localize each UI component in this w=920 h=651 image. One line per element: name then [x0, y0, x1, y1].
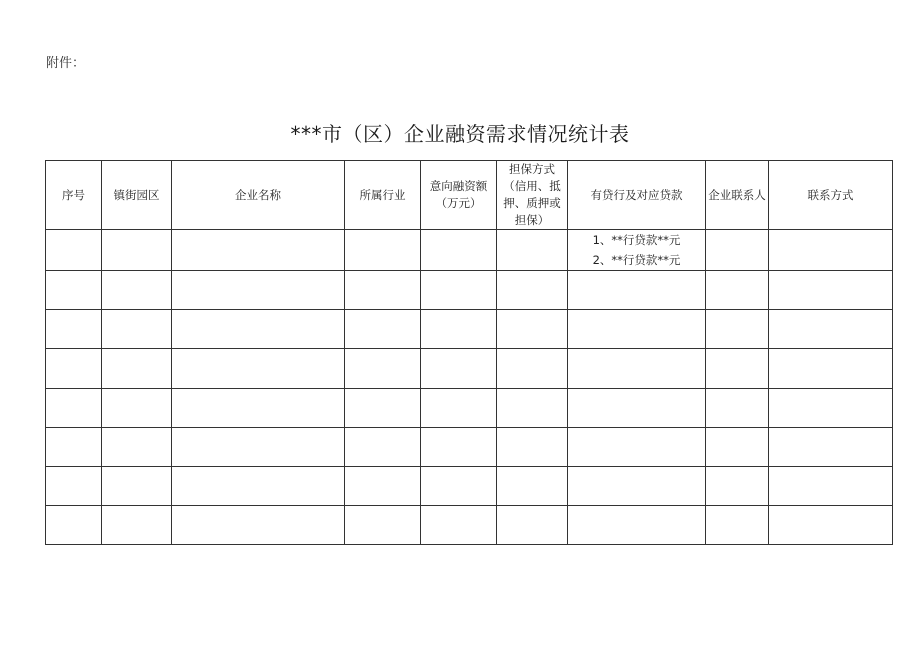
header-contact: 企业联系人 — [706, 161, 769, 230]
cell-guarantee[interactable] — [497, 466, 568, 505]
cell-industry[interactable] — [345, 230, 421, 271]
cell-seq[interactable] — [46, 271, 102, 310]
cell-industry[interactable] — [345, 271, 421, 310]
cell-town[interactable] — [102, 388, 172, 427]
cell-guarantee[interactable] — [497, 271, 568, 310]
cell-seq[interactable] — [46, 427, 102, 466]
cell-phone[interactable] — [769, 230, 893, 271]
cell-contact[interactable] — [706, 388, 769, 427]
cell-seq[interactable] — [46, 505, 102, 544]
cell-seq[interactable] — [46, 310, 102, 349]
cell-guarantee[interactable] — [497, 388, 568, 427]
header-company: 企业名称 — [172, 161, 345, 230]
cell-town[interactable] — [102, 466, 172, 505]
header-town: 镇街园区 — [102, 161, 172, 230]
cell-contact[interactable] — [706, 349, 769, 388]
cell-amount[interactable] — [421, 310, 497, 349]
cell-contact[interactable] — [706, 310, 769, 349]
cell-guarantee[interactable] — [497, 349, 568, 388]
cell-phone[interactable] — [769, 427, 893, 466]
cell-loans[interactable] — [568, 310, 706, 349]
cell-town[interactable] — [102, 349, 172, 388]
loan-entry-1: 1、**行贷款**元 — [592, 233, 681, 248]
cell-loans[interactable] — [568, 271, 706, 310]
cell-town[interactable] — [102, 310, 172, 349]
cell-contact[interactable] — [706, 505, 769, 544]
cell-industry[interactable] — [345, 388, 421, 427]
cell-phone[interactable] — [769, 505, 893, 544]
table-row — [46, 349, 893, 388]
cell-contact[interactable] — [706, 271, 769, 310]
cell-seq[interactable] — [46, 388, 102, 427]
cell-amount[interactable] — [421, 466, 497, 505]
table-row — [46, 466, 893, 505]
header-loans: 有贷行及对应贷款 — [568, 161, 706, 230]
cell-guarantee[interactable] — [497, 230, 568, 271]
cell-guarantee[interactable] — [497, 427, 568, 466]
cell-loans[interactable] — [568, 505, 706, 544]
cell-amount[interactable] — [421, 271, 497, 310]
header-phone: 联系方式 — [769, 161, 893, 230]
table-row — [46, 271, 893, 310]
cell-contact[interactable] — [706, 427, 769, 466]
cell-amount[interactable] — [421, 505, 497, 544]
cell-loans[interactable] — [568, 349, 706, 388]
cell-loans[interactable] — [568, 466, 706, 505]
cell-phone[interactable] — [769, 466, 893, 505]
loan-entry-2: 2、**行贷款**元 — [592, 253, 681, 268]
page-title: ***市（区）企业融资需求情况统计表 — [290, 122, 630, 146]
table-header-row — [46, 161, 893, 230]
cell-company[interactable] — [172, 505, 345, 544]
cell-phone[interactable] — [769, 388, 893, 427]
table-row — [46, 505, 893, 544]
table-row — [46, 388, 893, 427]
attachment-label: 附件： — [46, 56, 86, 71]
cell-company[interactable] — [172, 388, 345, 427]
table-row — [46, 230, 893, 271]
header-seq: 序号 — [46, 161, 102, 230]
cell-amount[interactable] — [421, 349, 497, 388]
cell-guarantee[interactable] — [497, 310, 568, 349]
cell-contact[interactable] — [706, 230, 769, 271]
cell-phone[interactable] — [769, 310, 893, 349]
cell-amount[interactable] — [421, 427, 497, 466]
cell-industry[interactable] — [345, 427, 421, 466]
cell-seq[interactable] — [46, 466, 102, 505]
cell-industry[interactable] — [345, 505, 421, 544]
cell-phone[interactable] — [769, 271, 893, 310]
cell-amount[interactable] — [421, 230, 497, 271]
cell-company[interactable] — [172, 349, 345, 388]
cell-company[interactable] — [172, 310, 345, 349]
cell-company[interactable] — [172, 466, 345, 505]
cell-phone[interactable] — [769, 349, 893, 388]
cell-industry[interactable] — [345, 349, 421, 388]
table-row — [46, 427, 893, 466]
cell-company[interactable] — [172, 230, 345, 271]
cell-company[interactable] — [172, 271, 345, 310]
cell-contact[interactable] — [706, 466, 769, 505]
cell-loans[interactable] — [568, 230, 706, 271]
header-guarantee: 担保方式（信用、抵押、质押或担保） — [497, 161, 568, 230]
cell-seq[interactable] — [46, 230, 102, 271]
cell-amount[interactable] — [421, 388, 497, 427]
cell-industry[interactable] — [345, 310, 421, 349]
cell-town[interactable] — [102, 505, 172, 544]
table-row — [46, 310, 893, 349]
cell-guarantee[interactable] — [497, 505, 568, 544]
cell-town[interactable] — [102, 230, 172, 271]
header-industry: 所属行业 — [345, 161, 421, 230]
cell-loans[interactable] — [568, 427, 706, 466]
cell-industry[interactable] — [345, 466, 421, 505]
cell-seq[interactable] — [46, 349, 102, 388]
cell-loans[interactable] — [568, 388, 706, 427]
header-amount: 意向融资额（万元） — [421, 161, 497, 230]
cell-town[interactable] — [102, 271, 172, 310]
cell-town[interactable] — [102, 427, 172, 466]
cell-company[interactable] — [172, 427, 345, 466]
financing-demand-table — [45, 160, 893, 545]
